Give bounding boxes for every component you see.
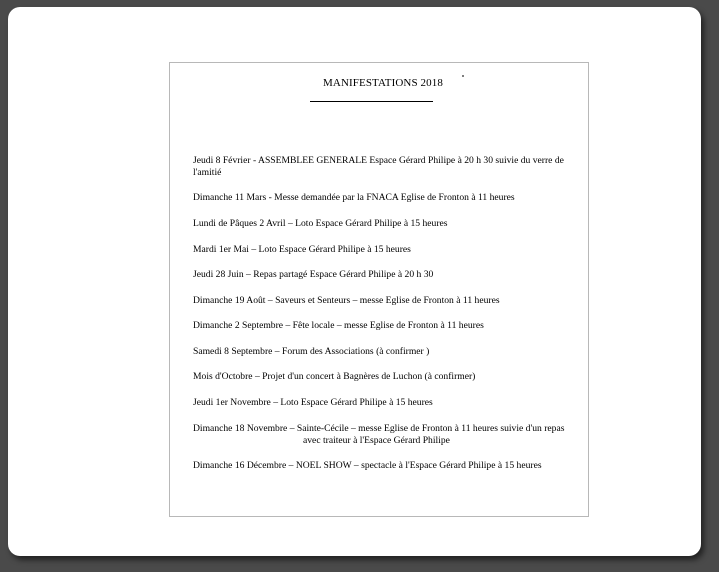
document-title: MANIFESTATIONS 2018: [323, 77, 443, 89]
event-item: [193, 460, 583, 472]
event-line-continued: l'amitié: [193, 167, 222, 178]
event-line: Samedi 8 Septembre – Forum des Associations (à confirmer ): [193, 346, 430, 357]
event-line: Mois d'Octobre – Projet d'un concert à Bagnères de Luchon (à confirmer): [193, 371, 476, 382]
event-item: [193, 155, 583, 179]
event-line: Jeudi 8 Février - ASSEMBLEE GENERALE Espace Gérard Philipe à 20 h 30 suivie du verre de: [193, 155, 564, 166]
document-page: [169, 62, 589, 517]
event-item: [193, 346, 583, 358]
scan-speck: [462, 75, 464, 77]
event-line-continued: avec traiteur à l'Espace Gérard Philipe: [303, 435, 450, 446]
event-line: Lundi de Pâques 2 Avril – Loto Espace Gérard Philipe à 15 heures: [193, 218, 448, 229]
event-item: [193, 192, 583, 204]
event-item: [193, 218, 583, 230]
event-line: Dimanche 18 Novembre – Sainte-Cécile – messe Eglise de Fronton à 11 heures suivie d'un repas: [193, 423, 565, 434]
image-frame: [8, 7, 701, 556]
event-line: Dimanche 2 Septembre – Fête locale – messe Eglise de Fronton à 11 heures: [193, 320, 484, 331]
event-line: Dimanche 11 Mars - Messe demandée par la FNACA Eglise de Fronton à 11 heures: [193, 192, 515, 203]
event-line: Jeudi 28 Juin – Repas partagé Espace Gérard Philipe à 20 h 30: [193, 269, 434, 280]
event-item: [193, 371, 583, 383]
event-item: [193, 269, 583, 281]
event-item: [193, 295, 583, 307]
event-line: Dimanche 16 Décembre – NOEL SHOW – spectacle à l'Espace Gérard Philipe à 15 heures: [193, 460, 542, 471]
event-item: [193, 423, 583, 447]
event-line: Dimanche 19 Août – Saveurs et Senteurs – messe Eglise de Fronton à 11 heures: [193, 295, 500, 306]
title-underline: [310, 101, 433, 102]
event-item: [193, 320, 583, 332]
event-item: [193, 397, 583, 409]
event-line: Mardi 1er Mai – Loto Espace Gérard Philipe à 15 heures: [193, 244, 411, 255]
event-item: [193, 244, 583, 256]
event-line: Jeudi 1er Novembre – Loto Espace Gérard Philipe à 15 heures: [193, 397, 433, 408]
